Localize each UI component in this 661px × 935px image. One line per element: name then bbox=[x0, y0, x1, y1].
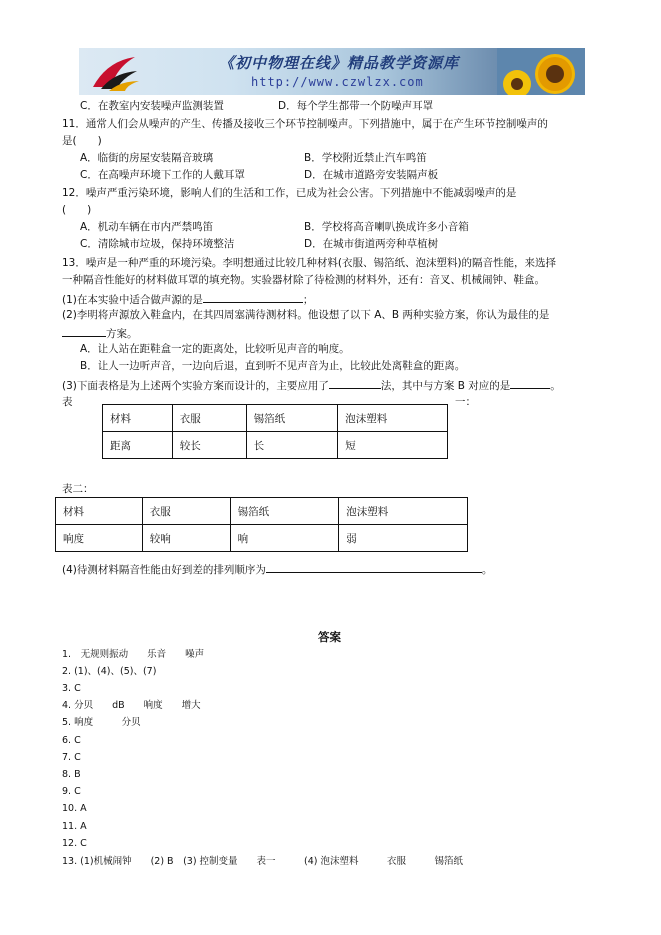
q13-part3-text-b: 法，其中与方案 B 对应的是 bbox=[380, 380, 511, 392]
site-logo bbox=[87, 51, 143, 93]
q13-part4 bbox=[62, 561, 492, 577]
q10-option-c: C．在教室内安装噪声监测装置 bbox=[80, 100, 224, 112]
answer-line: 6. C bbox=[62, 735, 81, 746]
header-banner bbox=[79, 48, 585, 95]
q11-option-b: B．学校附近禁止汽车鸣笛 bbox=[304, 152, 427, 164]
q13-part1-text: (1)在本实验中适合做声源的是 bbox=[62, 294, 203, 306]
table-cell: 较响 bbox=[142, 525, 230, 552]
q13-part4-blank[interactable] bbox=[266, 561, 482, 573]
answer-line: 1. 无规则振动 乐音 噪声 bbox=[62, 649, 205, 660]
table-1 bbox=[102, 404, 448, 459]
q13-part1-end: ； bbox=[302, 294, 314, 306]
table-cell: 响度 bbox=[56, 525, 143, 552]
sunflower-image bbox=[497, 48, 585, 95]
table2-label: 表二： bbox=[62, 483, 94, 495]
answer-line: 12. C bbox=[62, 838, 87, 849]
table-cell: 材料 bbox=[103, 405, 173, 432]
table-row bbox=[56, 498, 468, 525]
q13-part3-end: 。 bbox=[550, 380, 561, 392]
table-row bbox=[103, 405, 448, 432]
banner-title: 《初中物理在线》精品教学资源库 bbox=[219, 54, 460, 72]
answer-line: 2. (1)、(4)、(5)、(7) bbox=[62, 666, 157, 677]
answer-line: 5. 响度 分贝 bbox=[62, 717, 141, 728]
q13-part1-blank[interactable] bbox=[203, 291, 303, 303]
q12-option-c: C．清除城市垃圾，保持环境整洁 bbox=[80, 238, 235, 250]
table-cell: 较长 bbox=[172, 432, 246, 459]
q13-part3-blank2[interactable] bbox=[510, 377, 550, 389]
table-cell: 长 bbox=[246, 432, 338, 459]
table-2 bbox=[55, 497, 468, 552]
q11-option-d: D．在城市道路旁安装隔声板 bbox=[304, 169, 439, 181]
table-cell: 弱 bbox=[339, 525, 468, 552]
q12-option-a: A．机动车辆在市内严禁鸣笛 bbox=[80, 221, 214, 233]
table-cell: 泡沫塑料 bbox=[338, 405, 448, 432]
table-row bbox=[56, 525, 468, 552]
answer-line: 9. C bbox=[62, 786, 81, 797]
answer-line: 13. (1)机械闹钟 (2) B (3) 控制变量 表一 (4) 泡沫塑料 衣服 锡箔纸 bbox=[62, 856, 464, 867]
q13-part2: (2)李明将声源放入鞋盒内，在其四周塞满待测材料。他设想了以下 A、B 两种实验方案，你认为最佳的是 bbox=[62, 309, 550, 321]
answer-line: 11. A bbox=[62, 821, 87, 832]
q13-part3 bbox=[62, 377, 561, 393]
q11-stem: 11．通常人们会从噪声的产生、传播及接收三个环节控制噪声。下列措施中，属于在产生环节控制噪声的 bbox=[62, 118, 548, 130]
q13-part3-text-a: (3)下面表格是为上述两个实验方案而设计的，主要应用了 bbox=[62, 380, 329, 392]
q13-part3-blank1[interactable] bbox=[329, 377, 381, 389]
q11-option-c: C．在高噪声环境下工作的人戴耳罩 bbox=[80, 169, 245, 181]
table1-label-left: 表 bbox=[62, 396, 73, 408]
q10-option-d: D．每个学生都带一个防噪声耳罩 bbox=[278, 100, 434, 112]
q13-option-a: A．让人站在距鞋盒一定的距离处，比较听见声音的响度。 bbox=[80, 343, 350, 355]
q12-option-d: D．在城市街道两旁种草植树 bbox=[304, 238, 439, 250]
table-cell: 短 bbox=[338, 432, 448, 459]
q12-option-b: B．学校将高音喇叭换成许多小音箱 bbox=[304, 221, 469, 233]
answer-line: 8. B bbox=[62, 769, 81, 780]
table-cell: 材料 bbox=[56, 498, 143, 525]
q13-part2-cont bbox=[62, 325, 138, 341]
table-cell: 响 bbox=[230, 525, 339, 552]
q13-part4-end: 。 bbox=[481, 564, 493, 576]
q11-stem-cont: 是( ) bbox=[62, 135, 102, 147]
q13-part2-blank[interactable] bbox=[62, 325, 106, 337]
q12-stem: 12．噪声严重污染环境，影响人们的生活和工作，已成为社会公害。下列措施中不能减弱噪声的是 bbox=[62, 187, 517, 199]
q13-stem-line2: 一种隔音性能好的材料做耳罩的填充物。实验器材除了待检测的材料外，还有：音叉、机械闹钟、鞋盒。 bbox=[62, 274, 545, 286]
q11-option-a: A．临街的房屋安装隔音玻璃 bbox=[80, 152, 214, 164]
answer-line: 10. A bbox=[62, 803, 87, 814]
table-cell: 泡沫塑料 bbox=[339, 498, 468, 525]
answers-title: 答案 bbox=[318, 630, 341, 644]
q13-stem-line1: 13．噪声是一种严重的环境污染。李明想通过比较几种材料(衣服、锡箔纸、泡沫塑料)的隔音性能，来选择 bbox=[62, 257, 557, 269]
answer-line: 4. 分贝 dB 响度 增大 bbox=[62, 700, 201, 711]
answer-line: 3. C bbox=[62, 683, 81, 694]
q12-stem-cont: ( ) bbox=[62, 204, 92, 216]
table-cell: 衣服 bbox=[172, 405, 246, 432]
q13-part2-end: 方案。 bbox=[106, 328, 138, 340]
answer-line: 7. C bbox=[62, 752, 81, 763]
table-cell: 距离 bbox=[103, 432, 173, 459]
q13-part1 bbox=[62, 291, 313, 307]
table1-label-right: 一： bbox=[455, 396, 476, 408]
banner-url[interactable]: http://www.czwlzx.com bbox=[251, 75, 424, 89]
table-row bbox=[103, 432, 448, 459]
table-cell: 锡箔纸 bbox=[230, 498, 339, 525]
q13-part4-text: (4)待测材料隔音性能由好到差的排列顺序为 bbox=[62, 564, 266, 576]
table-cell: 锡箔纸 bbox=[246, 405, 338, 432]
table-cell: 衣服 bbox=[142, 498, 230, 525]
q13-option-b: B．让人一边听声音，一边向后退，直到听不见声音为止，比较此处离鞋盒的距离。 bbox=[80, 360, 466, 372]
